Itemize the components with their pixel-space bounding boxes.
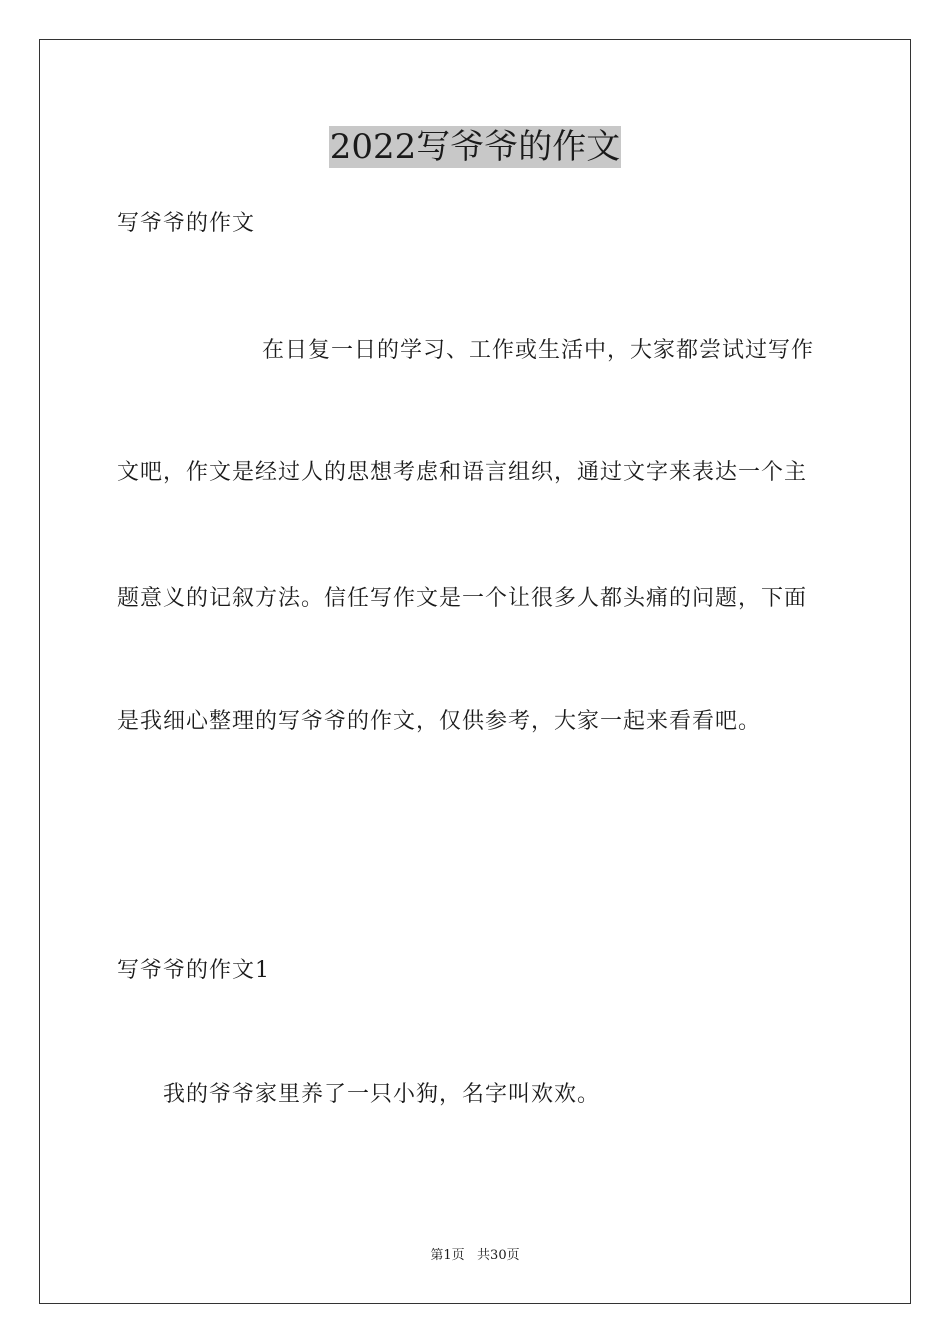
intro-line-2: 文吧，作文是经过人的思想考虑和语言组织，通过文字来表达一个主 bbox=[117, 460, 808, 485]
page-footer: 第1页 共30页 bbox=[430, 1248, 520, 1263]
intro-line-1: 在日复一日的学习、工作或生活中，大家都尝试过写作 bbox=[262, 338, 815, 363]
section-heading-1: 写爷爷的作文1 bbox=[117, 958, 270, 983]
title-container bbox=[0, 126, 950, 168]
document-subtitle: 写爷爷的作文 bbox=[117, 211, 256, 236]
document-title: 2022写爷爷的作文 bbox=[329, 127, 621, 167]
intro-line-3: 题意义的记叙方法。信任写作文是一个让很多人都头痛的问题，下面 bbox=[117, 586, 808, 611]
section1-line-1: 我的爷爷家里养了一只小狗，名字叫欢欢。 bbox=[163, 1082, 601, 1107]
intro-line-4: 是我细心整理的写爷爷的作文，仅供参考，大家一起来看看吧。 bbox=[117, 709, 762, 734]
